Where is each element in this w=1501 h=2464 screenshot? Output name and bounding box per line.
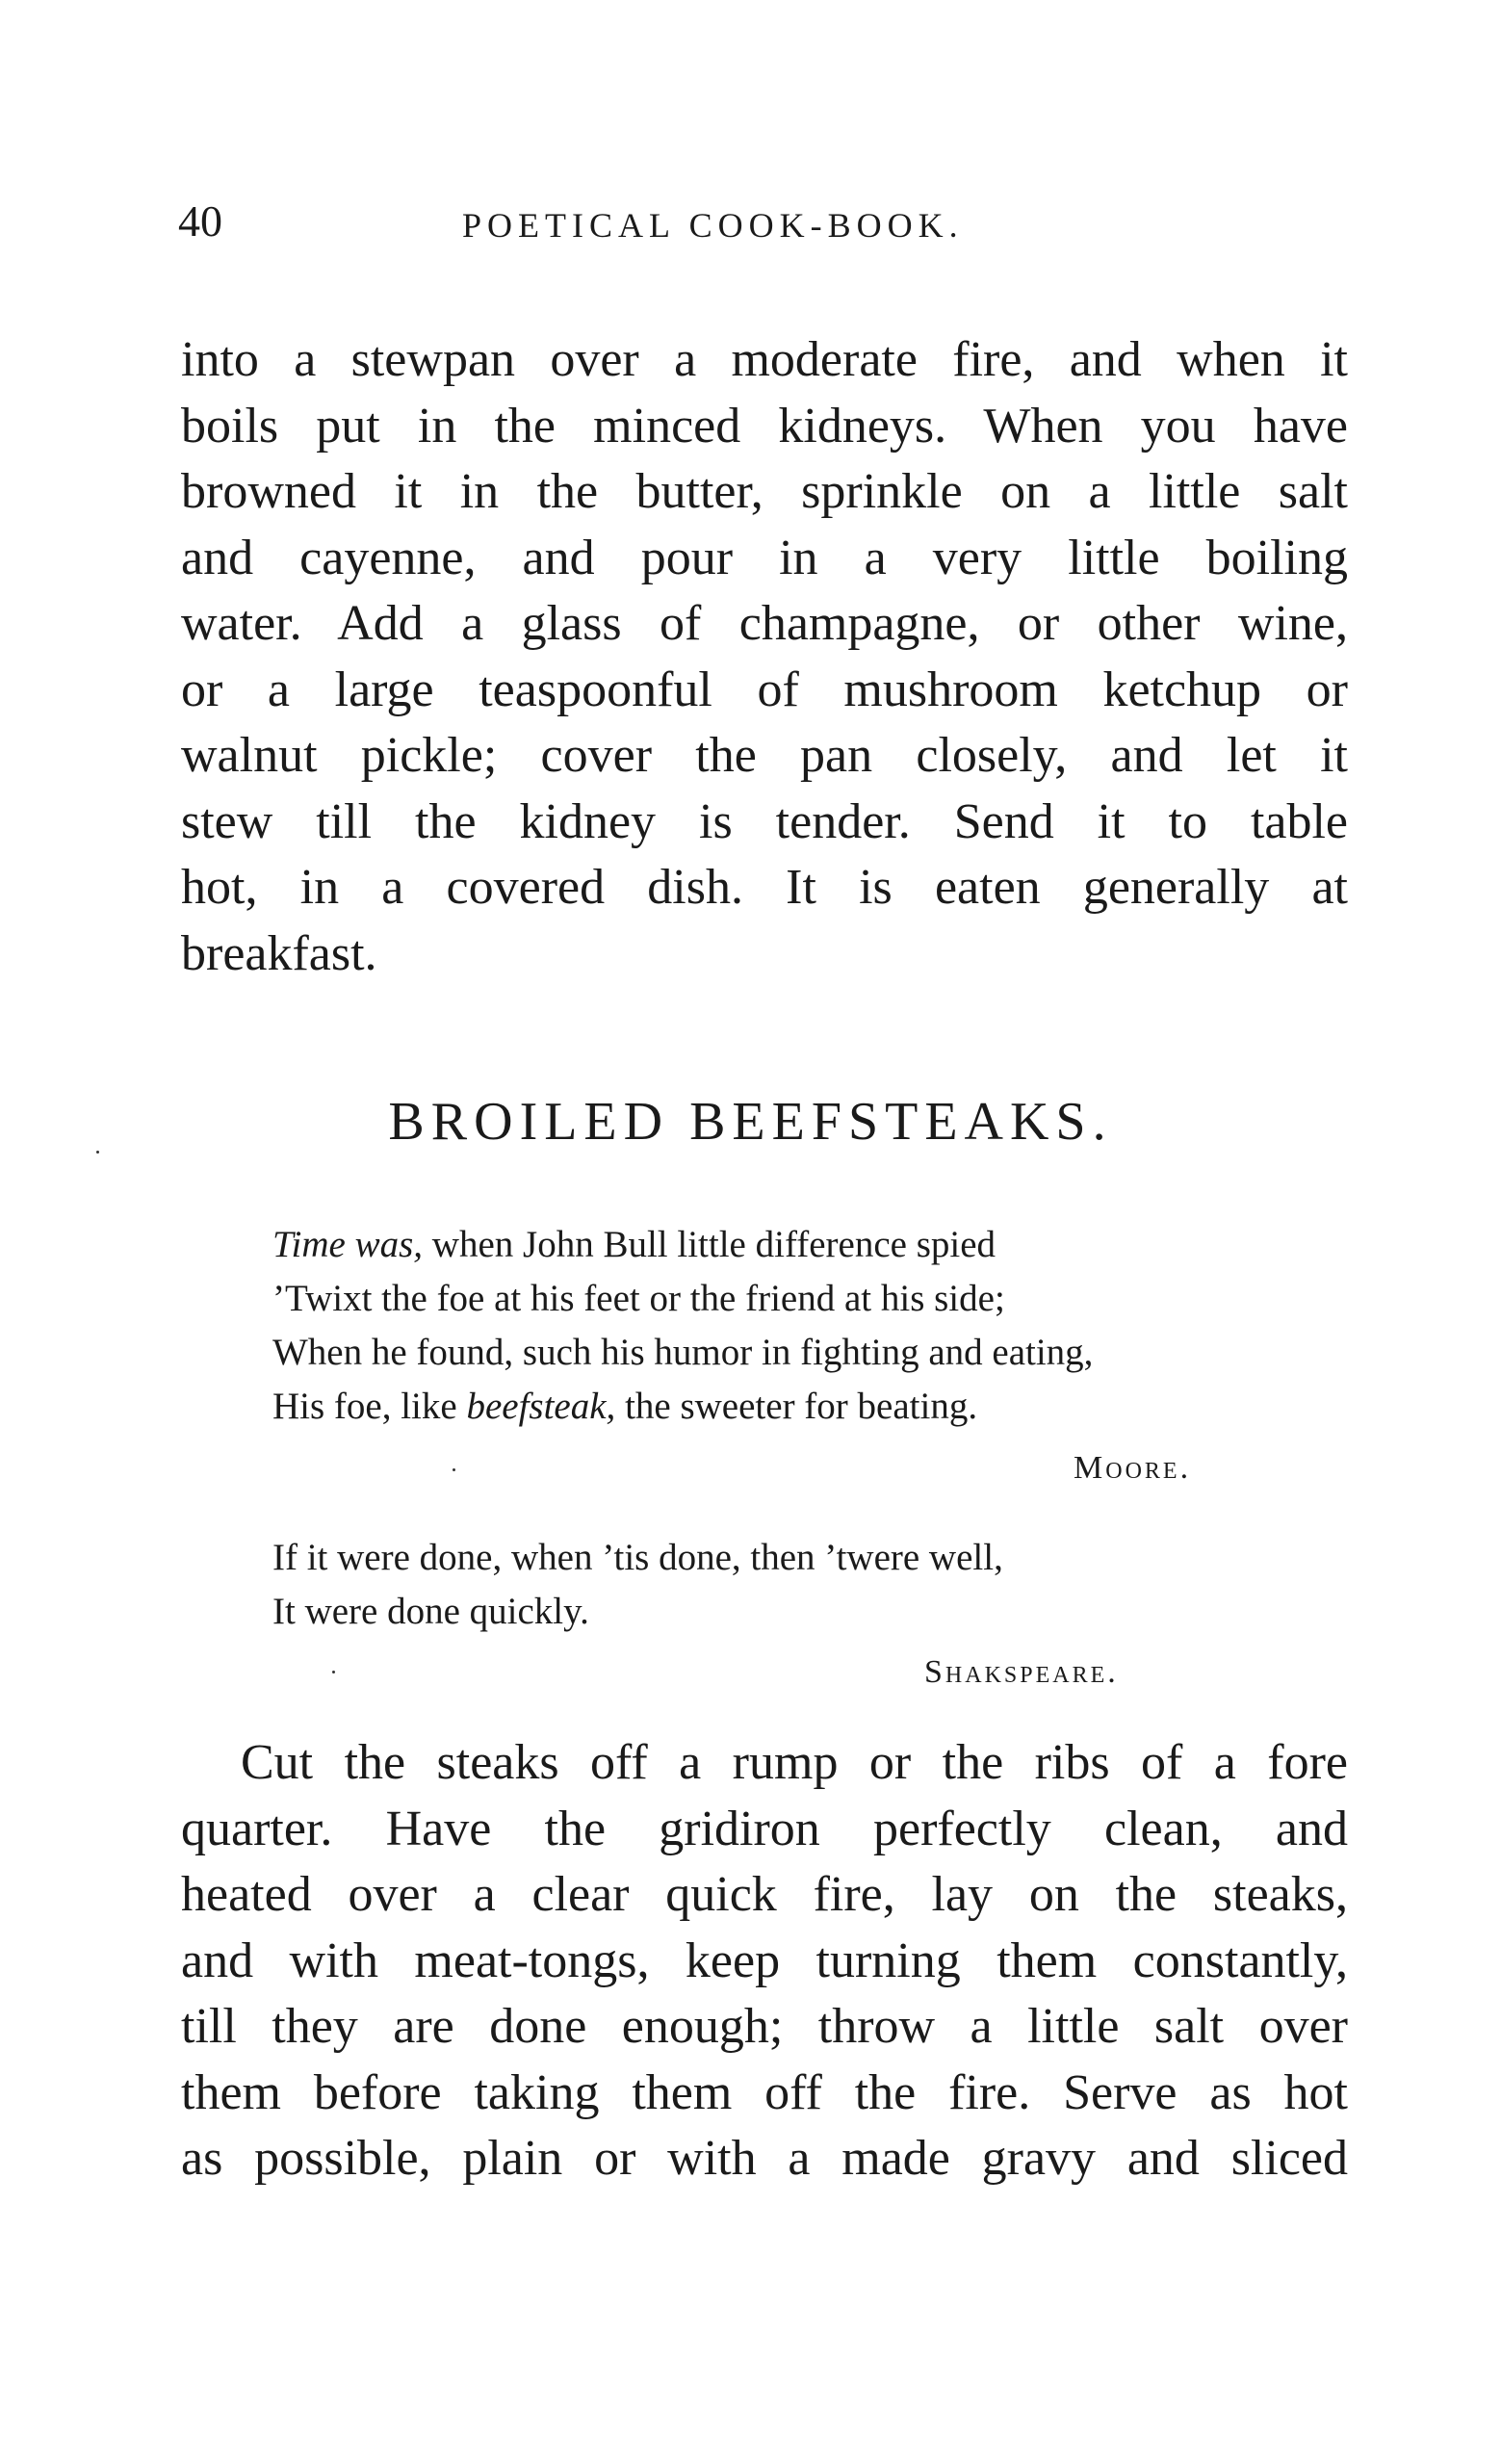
text-line: walnut pickle; cover the pan closely, and let it	[181, 728, 1348, 783]
attribution-moore: Moore.	[1074, 1450, 1192, 1486]
text-line: stew till the kidney is tender. Send it to table	[181, 793, 1348, 849]
text-line: into a stewpan over a moderate fire, and when it	[181, 332, 1348, 387]
text-line: browned it in the butter, sprinkle on a little salt	[181, 464, 1348, 519]
text-line: Cut the steaks off a rump or the ribs of a fore	[241, 1735, 1348, 1790]
attribution-shakspeare: Shakspeare.	[924, 1654, 1119, 1690]
print-speck	[332, 1671, 335, 1673]
verse-line	[272, 1218, 1093, 1272]
text-line: and cayenne, and pour in a very little boiling	[181, 530, 1348, 585]
verse-line: If it were done, when ’tis done, then ’twere well,	[272, 1537, 1003, 1578]
verse-italic: beefsteak,	[466, 1386, 616, 1427]
text-line: hot, in a covered dish. It is eaten generally at	[181, 860, 1348, 915]
text-line: and with meat-tongs, keep turning them constantly,	[181, 1932, 1348, 1988]
text-line: quarter. Have the gridiron perfectly clean, and	[181, 1801, 1348, 1856]
print-speck	[96, 1151, 99, 1154]
text-line: boils put in the minced kidneys. When you have	[181, 398, 1348, 454]
verse-text: the sweeter for beating.	[615, 1386, 978, 1427]
text-line: heated over a clear quick fire, lay on the steaks,	[181, 1867, 1348, 1922]
verse-italic: Time was,	[272, 1224, 424, 1265]
verse-text: His foe, like	[272, 1386, 467, 1427]
paragraph-recipe	[181, 1730, 1348, 2192]
verse-line: When he found, such his humor in fighting and eating,	[272, 1332, 1094, 1373]
verse-moore	[272, 1218, 1093, 1434]
running-title: POETICAL COOK-BOOK.	[462, 206, 964, 245]
text-line: or a large teaspoonful of mushroom ketchup or	[181, 661, 1348, 717]
text-line: water. Add a glass of champagne, or other wine,	[181, 596, 1348, 651]
verse-line: ’Twixt the foe at his feet or the friend at his side;	[272, 1278, 1005, 1319]
text-line: them before taking them off the fire. Serve as hot	[181, 2064, 1348, 2120]
text-line: till they are done enough; throw a little salt over	[181, 1999, 1348, 2054]
paragraph-continuation	[181, 327, 1348, 987]
running-head	[178, 193, 1343, 250]
text-line: breakfast.	[181, 925, 377, 981]
text-line: as possible, plain or with a made gravy and sliced	[181, 2131, 1348, 2186]
print-speck	[453, 1468, 455, 1471]
verse-line	[272, 1380, 1093, 1434]
page-number: 40	[178, 196, 222, 246]
verse-shakspeare	[272, 1531, 1003, 1639]
section-title: BROILED BEEFSTEAKS.	[388, 1092, 1113, 1152]
verse-text: when John Bull little difference spied	[423, 1224, 996, 1265]
verse-line: It were done quickly.	[272, 1591, 589, 1632]
